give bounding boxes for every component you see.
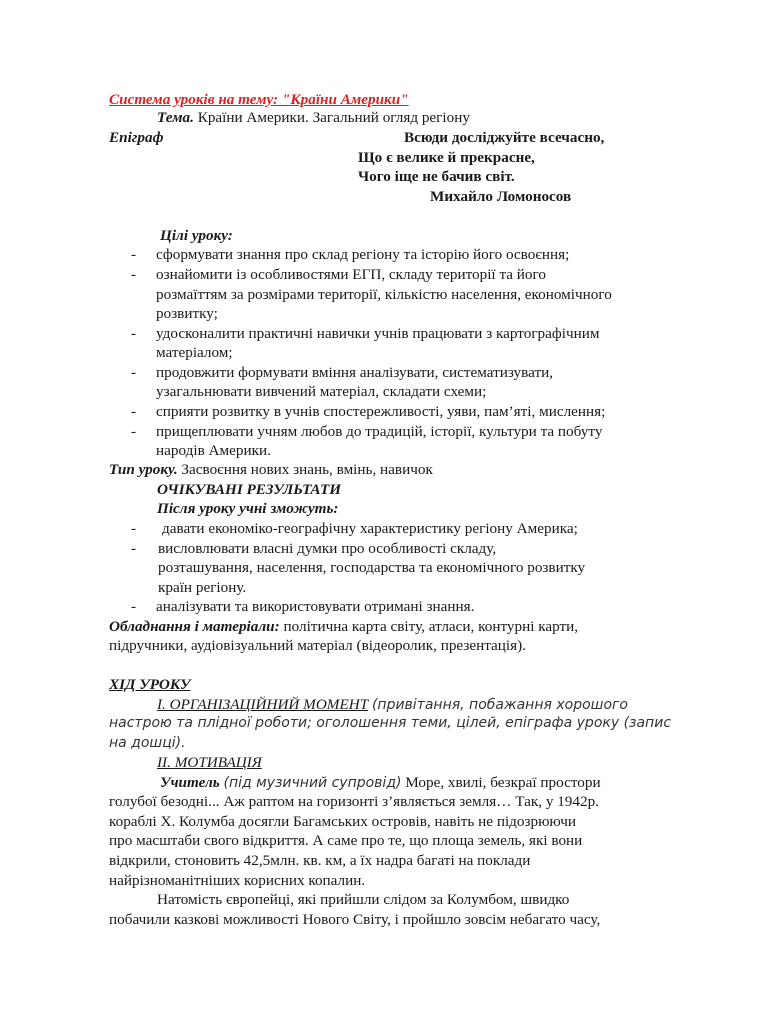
results-heading: ОЧІКУВАНІ РЕЗУЛЬТАТИ	[157, 481, 342, 498]
teacher-note: (під музичний супровід)	[223, 775, 402, 791]
lesson-type-line	[109, 460, 433, 479]
list-item: ознайомити із особливостями ЕГП, складу території та його	[156, 266, 546, 283]
list-item: давати економіко-географічну характеристику регіону Америка;	[162, 520, 578, 537]
teacher-label: Учитель	[160, 774, 220, 791]
list-item: сформувати знання про склад регіону та історію його освоєння;	[156, 246, 570, 263]
paragraph-1-line-5: відкрили, стоновить 42,5млн. кв. км, а їх надра багаті на поклади	[109, 852, 531, 869]
epigraph-label: Епіграф	[109, 129, 164, 146]
paragraph-1-line-2: голубої безодні... Аж раптом на горизонті з’являється земля… Так, у 1942р.	[109, 793, 599, 810]
list-item: країн регіону.	[158, 579, 247, 596]
list-item: народів Америки.	[156, 442, 271, 459]
epigraph-author: Михайло Ломоносов	[430, 188, 572, 205]
topic-label: Тема.	[157, 109, 194, 126]
list-bullet: -	[131, 423, 137, 440]
list-item: узагальнювати вивчений матеріал, складати схеми;	[156, 383, 487, 400]
list-bullet: -	[131, 325, 137, 342]
list-bullet: -	[131, 403, 137, 420]
equipment-line-2: підручники, аудіовізуальний матеріал (відеоролик, презентація).	[109, 637, 526, 654]
section-1-title: I. ОРГАНІЗАЦІЙНИЙ МОМЕНТ	[157, 696, 369, 713]
section-1-note-2: настрою та плідної роботи; оголошення теми, цілей, епіграфа уроку (запис	[109, 715, 672, 731]
list-item: розташування, населення, господарства та економічного розвитку	[158, 559, 586, 576]
lesson-flow-heading: ХІД УРОКУ	[109, 676, 191, 693]
epigraph-line-3: Чого іще не бачив світ.	[358, 168, 515, 185]
list-item: удосконалити практичні навички учнів працювати з картографічним	[156, 325, 600, 342]
teacher-line	[160, 773, 714, 793]
paragraph-2-line-2: побачили казкові можливості Нового Світу, і пройшло зовсім небагато часу,	[109, 911, 601, 928]
list-bullet: -	[131, 364, 137, 381]
paragraph-2-line-1: Натомість європейці, які прийшли слідом за Колумбом, швидко	[157, 891, 570, 908]
equipment-text: політична карта світу, атласи, контурні карти,	[283, 618, 579, 635]
equipment-line-1	[109, 617, 578, 636]
list-item: висловлювати власні думки про особливості складу,	[158, 540, 497, 557]
section-1-note: (привітання, побажання хорошого	[371, 697, 628, 713]
list-bullet: -	[131, 266, 137, 283]
list-bullet: -	[131, 520, 137, 537]
paragraph-1-line-3: кораблі Х. Колумба досягли Багамських островів, навіть не підозрюючи	[109, 813, 576, 830]
page-title: Система уроків на тему: "Країни Америки"	[109, 91, 409, 108]
list-bullet: -	[131, 540, 137, 557]
topic-text: Країни Америки. Загальний огляд регіону	[197, 109, 470, 126]
lesson-type-text: Засвоєння нових знань, вмінь, навичок	[181, 461, 433, 478]
lesson-type-label: Тип уроку.	[109, 461, 178, 478]
list-item: розвитку;	[156, 305, 218, 322]
list-item: матеріалом;	[156, 344, 233, 361]
list-item: сприяти розвитку в учнів спостережливості, уяви, пам’яті, мислення;	[156, 403, 606, 420]
list-item: аналізувати та використовувати отримані знання.	[156, 598, 475, 615]
goals-heading: Цілі уроку:	[160, 227, 233, 244]
epigraph-line-1: Всюди досліджуйте всечасно,	[404, 129, 605, 146]
equipment-label: Обладнання і матеріали:	[109, 618, 280, 635]
epigraph-line-2: Що є велике й прекрасне,	[358, 149, 535, 166]
list-item: продовжити формувати вміння аналізувати, систематизувати,	[156, 364, 554, 381]
list-bullet: -	[131, 598, 137, 615]
paragraph-1-line-1: Море, хвилі, безкраї простори	[405, 774, 601, 791]
list-bullet: -	[131, 246, 137, 263]
paragraph-1-line-4: про масштаби свого відкриття. А саме про те, що площа земель, які вони	[109, 832, 583, 849]
topic-line	[157, 108, 470, 127]
results-subheading: Після уроку учні зможуть:	[157, 500, 339, 517]
paragraph-1-line-6: найрізноманітніших корисних копалин.	[109, 872, 366, 889]
section-1-line	[157, 695, 628, 715]
list-item: прищеплювати учням любов до традицій, історії, культури та побуту	[156, 423, 603, 440]
section-1-note-3: на дошці).	[109, 735, 186, 751]
list-item: розмаїттям за розмірами території, кількістю населення, економічного	[156, 286, 612, 303]
section-2-title: II. МОТИВАЦІЯ	[157, 754, 262, 771]
